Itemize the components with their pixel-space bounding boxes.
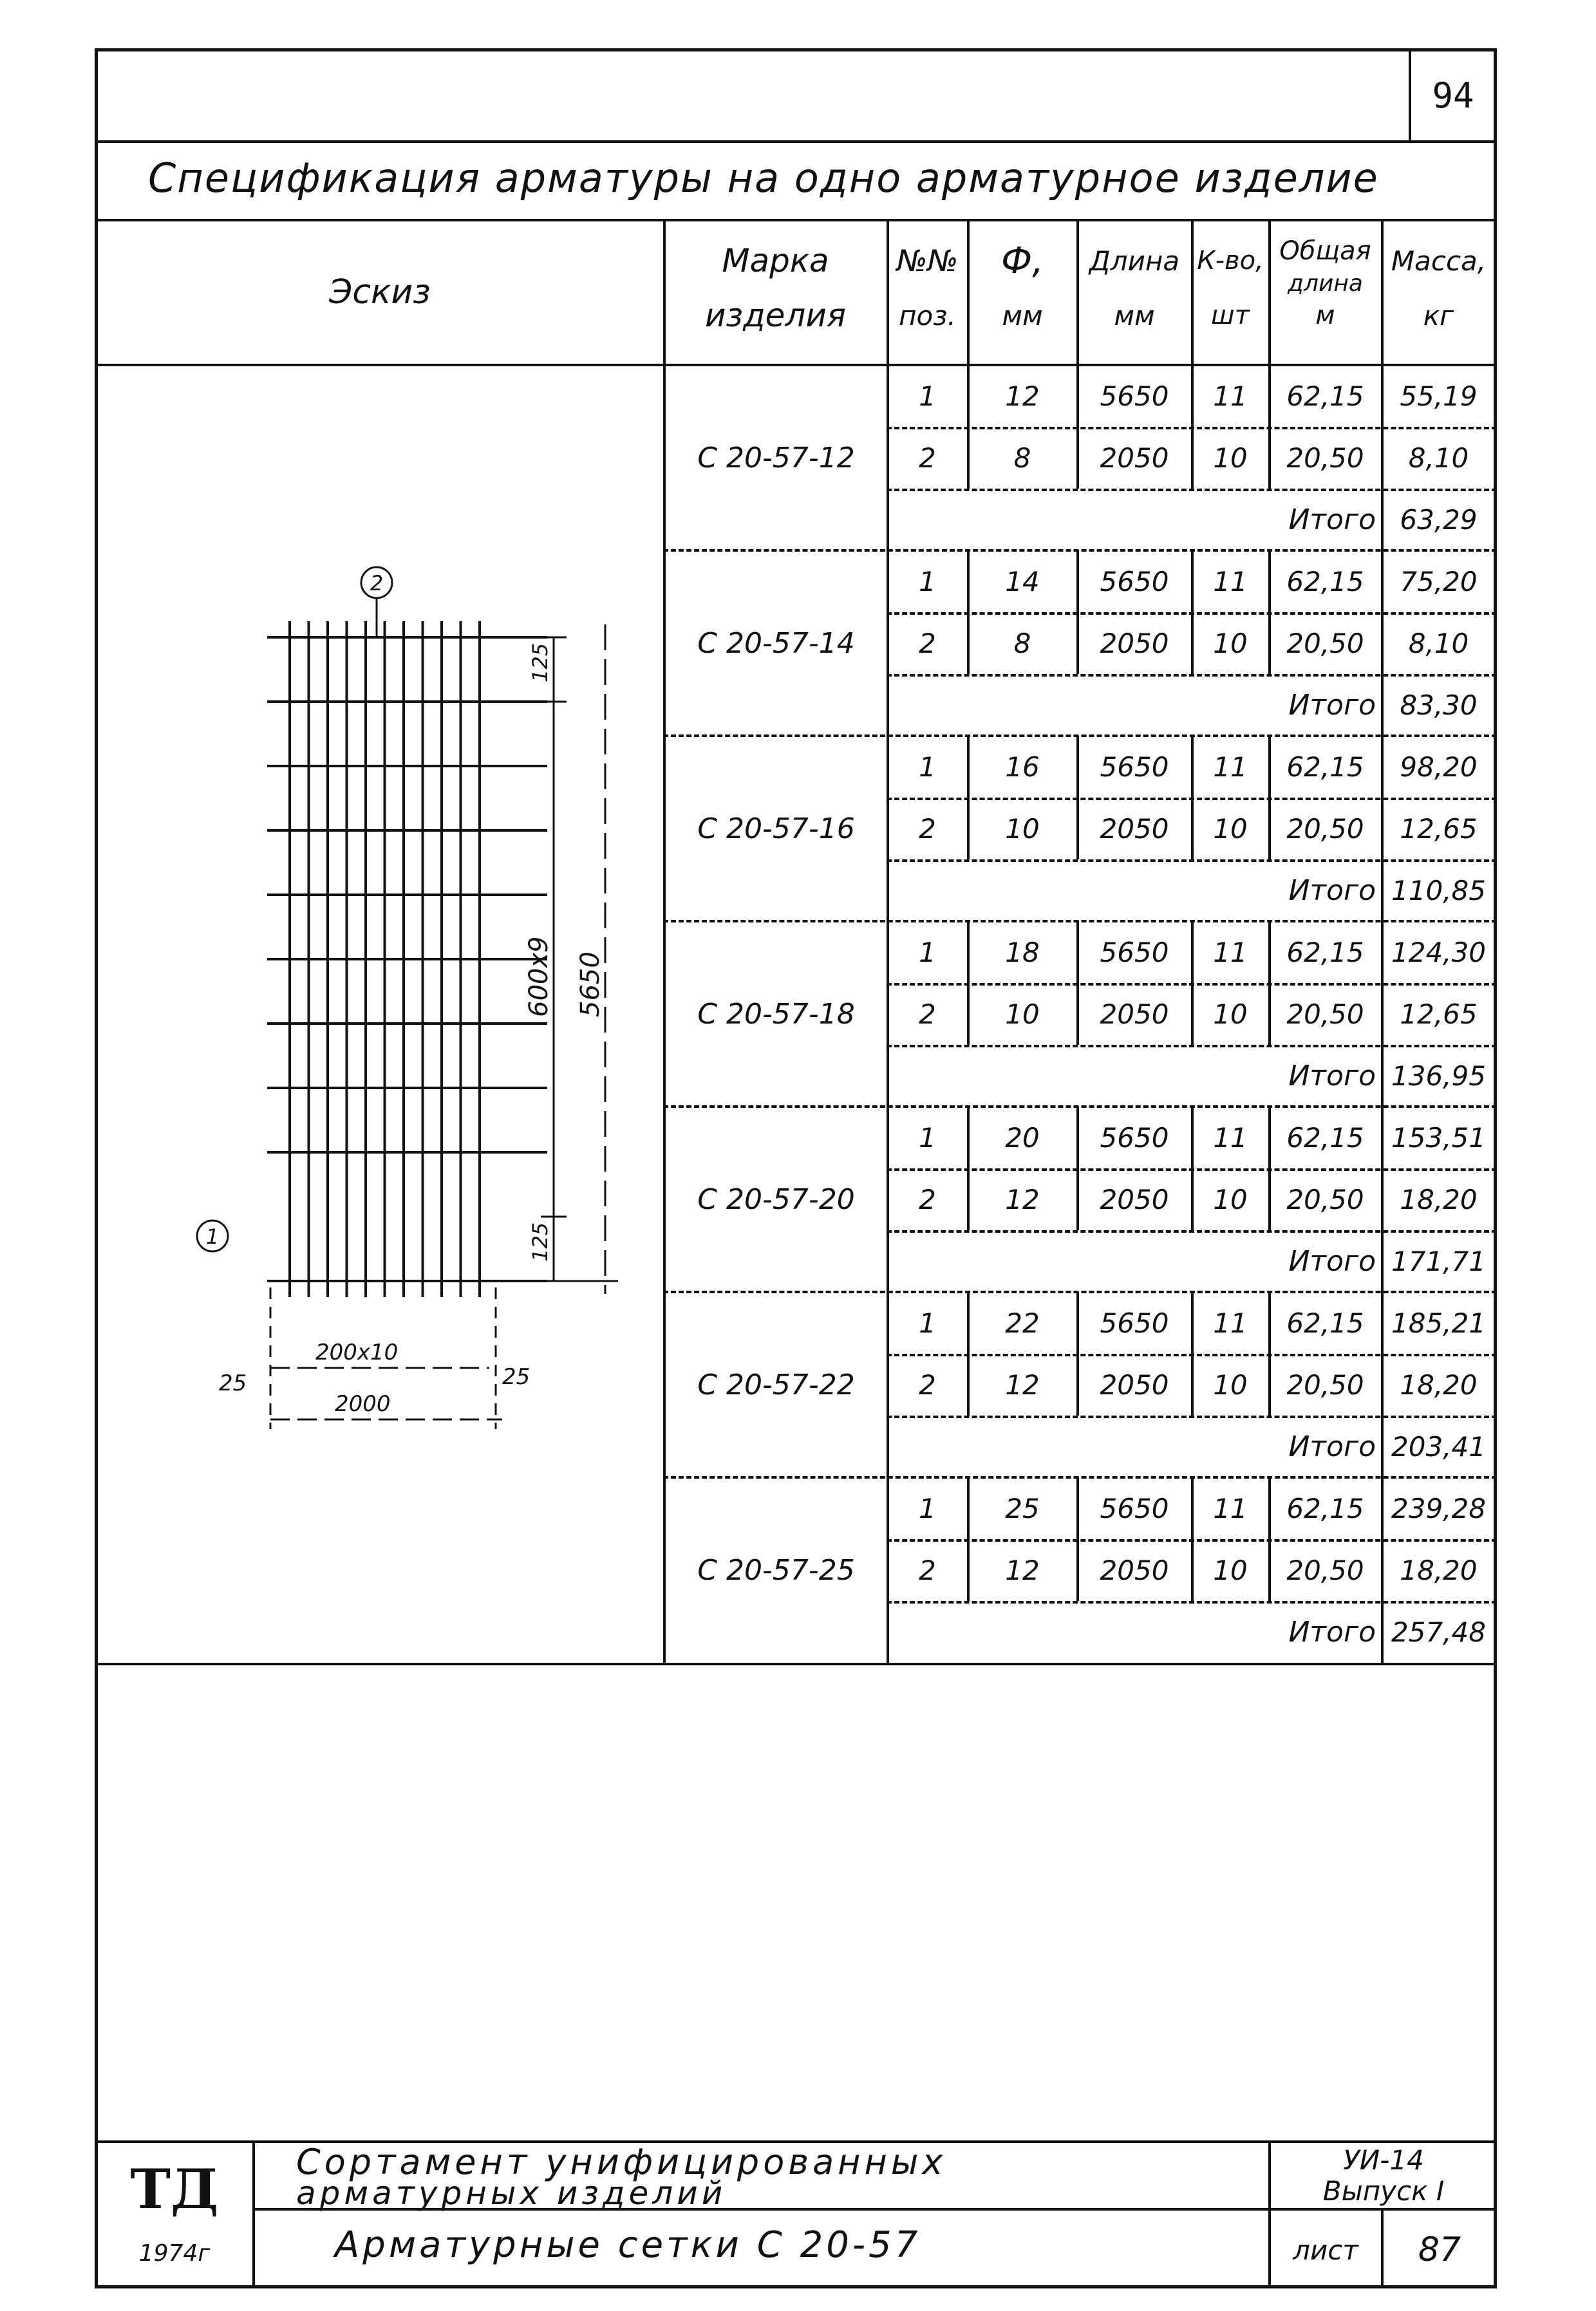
cell-pos: 1 [919, 1307, 936, 1339]
cell-diam: 12 [1005, 1554, 1040, 1586]
cell-count: 11 [1213, 1121, 1248, 1154]
cell-pos: 1 [919, 565, 936, 597]
cell-pos: 2 [919, 442, 936, 474]
header-total-length [1270, 222, 1381, 362]
cell-mass: 55,19 [1400, 380, 1478, 412]
item-mark: С 20-57-16 [697, 812, 855, 845]
cell-mass: 18,20 [1400, 1183, 1478, 1215]
cell-mass: 8,10 [1408, 442, 1469, 474]
header-diam-line2: мм [1002, 299, 1043, 332]
cell-count: 11 [1213, 1492, 1248, 1524]
cell-pos: 1 [919, 380, 936, 412]
table-bottom-rule [95, 1663, 1497, 1665]
item-mark: С 20-57-22 [697, 1368, 855, 1401]
cell-diam: 10 [1005, 812, 1040, 845]
subtotal-value: 203,41 [1391, 1430, 1486, 1463]
subtotal-label: Итого [1288, 1615, 1376, 1649]
cell-total: 20,50 [1286, 1369, 1364, 1401]
cell-diam: 25 [1005, 1492, 1040, 1524]
header-count-line2: шт [1211, 301, 1250, 330]
cell-mass: 8,10 [1408, 627, 1469, 659]
cell-diam: 12 [1005, 1369, 1040, 1401]
cell-diam: 22 [1005, 1307, 1040, 1339]
subtotal-value: 63,29 [1400, 503, 1478, 536]
cell-mass: 75,20 [1400, 565, 1478, 597]
header-diam-line1: Ф, [1000, 239, 1044, 282]
cell-length: 2050 [1100, 442, 1169, 474]
title-issue: Выпуск I [1322, 2175, 1445, 2207]
title-sheet-number: 87 [1418, 2231, 1461, 2269]
cell-pos: 2 [919, 812, 936, 845]
cell-length: 5650 [1100, 936, 1169, 968]
cell-length: 5650 [1100, 565, 1169, 597]
cell-total: 20,50 [1286, 998, 1364, 1030]
subtotal-value: 83,30 [1400, 689, 1478, 721]
cell-mass: 185,21 [1391, 1307, 1486, 1339]
subtotal-label: Итого [1288, 1059, 1376, 1092]
cell-length: 2050 [1100, 1183, 1169, 1215]
cell-total: 62,15 [1286, 1121, 1364, 1154]
dim-top-text: 125 [528, 642, 552, 682]
cell-pos: 2 [919, 627, 936, 659]
item-mark: С 20-57-20 [697, 1183, 855, 1216]
cell-total: 20,50 [1286, 1554, 1364, 1586]
cell-count: 11 [1213, 380, 1248, 412]
cell-diam: 8 [1013, 442, 1031, 474]
cell-length: 5650 [1100, 380, 1169, 412]
subtotal-label: Итого [1288, 503, 1376, 536]
title-block-logo-divider [252, 2140, 255, 2288]
subtotal-value: 257,48 [1391, 1616, 1486, 1648]
top-strip-rule [95, 140, 1497, 143]
cell-pos: 2 [919, 1183, 936, 1215]
header-total-line3: м [1315, 301, 1335, 330]
cell-count: 10 [1213, 1554, 1248, 1586]
cell-total: 62,15 [1286, 565, 1364, 597]
page-number: 94 [1432, 75, 1474, 116]
subtotal-value: 171,71 [1391, 1245, 1486, 1277]
cell-mass: 239,28 [1391, 1492, 1486, 1524]
cell-pos: 2 [919, 1369, 936, 1401]
title-sheet-title: Арматурные сетки С 20-57 [335, 2224, 921, 2266]
title-rule [95, 219, 1497, 221]
cell-total: 62,15 [1286, 936, 1364, 968]
header-pos-line1: №№ [896, 243, 959, 278]
subtotal-label: Итого [1288, 874, 1376, 907]
cell-count: 10 [1213, 1369, 1248, 1401]
header-sketch: Эскиз [329, 273, 431, 312]
cell-total: 20,50 [1286, 627, 1364, 659]
cell-total: 62,15 [1286, 751, 1364, 783]
header-length-line2: мм [1114, 299, 1155, 332]
cell-pos: 1 [919, 936, 936, 968]
cell-length: 2050 [1100, 812, 1169, 845]
dim-spacing-text: 200x10 [315, 1340, 399, 1365]
cell-mass: 153,51 [1391, 1121, 1486, 1154]
cell-count: 10 [1213, 1183, 1248, 1215]
header-mark-line1: Марка [722, 242, 829, 279]
cell-total: 62,15 [1286, 380, 1364, 412]
header-length-line1: Длина [1089, 245, 1180, 277]
cell-mass: 98,20 [1400, 751, 1478, 783]
cell-pos: 1 [919, 1121, 936, 1154]
dim-overall-text: 5650 [576, 951, 605, 1017]
cell-count: 11 [1213, 1307, 1248, 1339]
subtotal-value: 136,95 [1391, 1060, 1486, 1092]
cell-diam: 18 [1005, 936, 1040, 968]
cell-count: 10 [1213, 442, 1248, 474]
cell-count: 10 [1213, 812, 1248, 845]
subtotal-label: Итого [1288, 1244, 1376, 1278]
cell-diam: 12 [1005, 1183, 1040, 1215]
header-diam [968, 222, 1076, 362]
cell-diam: 16 [1005, 751, 1040, 783]
subtotal-label: Итого [1288, 688, 1376, 722]
mesh-grid [267, 621, 547, 1297]
cell-mass: 124,30 [1391, 936, 1486, 968]
header-count [1192, 222, 1268, 362]
cell-diam: 14 [1005, 565, 1040, 597]
title-name-line1: Сортамент унифицированных [296, 2142, 947, 2182]
spec-title: Спецификация арматуры на одно арматурное изделие [148, 154, 1379, 201]
cell-pos: 1 [919, 751, 936, 783]
subtotal-label: Итого [1288, 1430, 1376, 1463]
cell-pos: 2 [919, 998, 936, 1030]
cell-length: 2050 [1100, 998, 1169, 1030]
pos2-label: 2 [370, 571, 384, 595]
dim-total-width-text: 2000 [335, 1391, 391, 1417]
cell-total: 20,50 [1286, 1183, 1364, 1215]
dim-bottom-text: 125 [528, 1222, 552, 1262]
title-sheet-label: лист [1293, 2234, 1358, 2266]
mesh-sketch [180, 554, 657, 1442]
cell-mass: 18,20 [1400, 1554, 1478, 1586]
cell-mass: 12,65 [1400, 998, 1478, 1030]
item-mark: С 20-57-18 [697, 997, 855, 1031]
pos1-label: 1 [205, 1224, 220, 1249]
cell-total: 62,15 [1286, 1492, 1364, 1524]
subtotal-value: 110,85 [1391, 874, 1486, 906]
cell-length: 2050 [1100, 627, 1169, 659]
header-mass-line1: Масса, [1391, 245, 1487, 277]
cell-mass: 12,65 [1400, 812, 1478, 845]
cell-pos: 2 [919, 1554, 936, 1586]
td-logo: ТД [130, 2157, 219, 2221]
cell-count: 10 [1213, 627, 1248, 659]
header-total-line2: длина [1288, 270, 1363, 297]
cell-count: 11 [1213, 565, 1248, 597]
header-count-line1: К-во, [1197, 246, 1264, 276]
cell-diam: 10 [1005, 998, 1040, 1030]
item-mark: С 20-57-25 [697, 1553, 855, 1587]
cell-count: 11 [1213, 751, 1248, 783]
cell-length: 5650 [1100, 1492, 1169, 1524]
header-mark-line2: изделия [705, 297, 846, 334]
header-mark [664, 222, 887, 362]
title-name-line2: арматурных изделий [296, 2175, 727, 2212]
dim-right-overhang-text: 25 [502, 1364, 530, 1390]
title-series-code: УИ-14 [1343, 2144, 1424, 2176]
header-pos [888, 222, 967, 362]
dim-middle-text: 600x9 [524, 936, 554, 1017]
header-mass-line2: кг [1423, 299, 1454, 332]
header-mass [1382, 222, 1495, 362]
cell-diam: 20 [1005, 1121, 1040, 1154]
item-mark: С 20-57-14 [697, 626, 855, 660]
cell-pos: 1 [919, 1492, 936, 1524]
cell-length: 2050 [1100, 1554, 1169, 1586]
cell-total: 62,15 [1286, 1307, 1364, 1339]
title-year: 1974г [138, 2240, 211, 2267]
title-block-sheet-divider [1381, 2208, 1384, 2288]
cell-total: 20,50 [1286, 812, 1364, 845]
cell-diam: 8 [1013, 627, 1031, 659]
cell-diam: 12 [1005, 380, 1040, 412]
cell-length: 5650 [1100, 751, 1169, 783]
cell-length: 5650 [1100, 1307, 1169, 1339]
cell-total: 20,50 [1286, 442, 1364, 474]
cell-length: 5650 [1100, 1121, 1169, 1154]
header-pos-line2: поз. [899, 299, 956, 332]
header-total-line1: Общая [1279, 236, 1371, 266]
cell-count: 10 [1213, 998, 1248, 1030]
header-length [1078, 222, 1191, 362]
cell-length: 2050 [1100, 1369, 1169, 1401]
dim-left-overhang-text: 25 [219, 1371, 247, 1396]
cell-mass: 18,20 [1400, 1369, 1478, 1401]
cell-count: 11 [1213, 936, 1248, 968]
item-mark: С 20-57-12 [697, 441, 855, 474]
